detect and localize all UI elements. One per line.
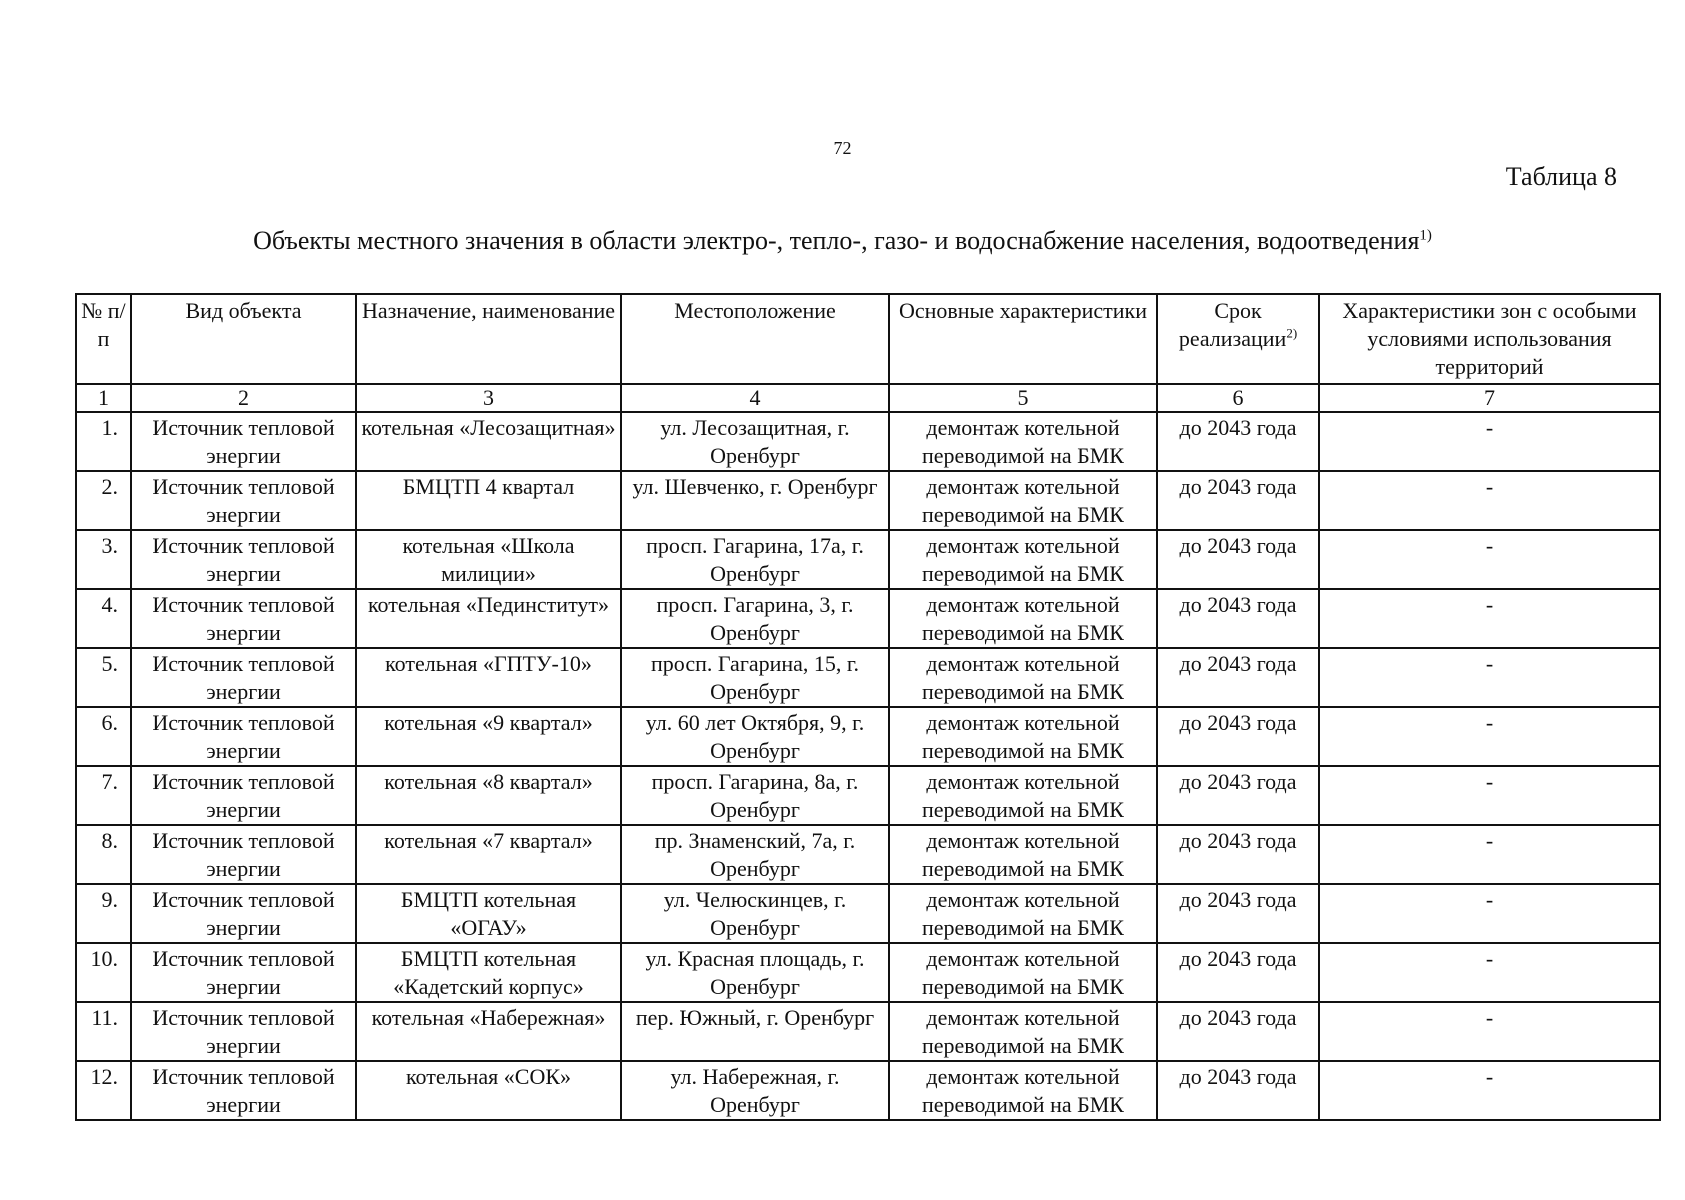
main-characteristics: демонтаж котельной переводимой на БМК [889, 1002, 1157, 1061]
object-type: Источник тепловой энергии [131, 589, 356, 648]
column-number-row [76, 384, 1660, 412]
location: ул. Шевченко, г. Оренбург [621, 471, 889, 530]
object-type: Источник тепловой энергии [131, 707, 356, 766]
table-label: Таблица 8 [1505, 162, 1617, 191]
purpose-name: котельная «Пединститут» [356, 589, 621, 648]
column-number: 4 [621, 384, 889, 412]
object-type: Источник тепловой энергии [131, 766, 356, 825]
location: просп. Гагарина, 8а, г. Оренбург [621, 766, 889, 825]
column-number: 7 [1319, 384, 1660, 412]
location: ул. Набережная, г. Оренбург [621, 1061, 889, 1120]
table-row [76, 1061, 1660, 1120]
location: пер. Южный, г. Оренбург [621, 1002, 889, 1061]
purpose-name: котельная «СОК» [356, 1061, 621, 1120]
location: просп. Гагарина, 15, г. Оренбург [621, 648, 889, 707]
table-row [76, 412, 1660, 471]
zone-characteristics: - [1319, 1002, 1660, 1061]
purpose-name: котельная «8 квартал» [356, 766, 621, 825]
column-number: 2 [131, 384, 356, 412]
zone-characteristics: - [1319, 471, 1660, 530]
row-number: 5. [76, 648, 131, 707]
column-number: 3 [356, 384, 621, 412]
location: ул. Лесозащитная, г. Оренбург [621, 412, 889, 471]
header-location [621, 294, 889, 384]
zone-characteristics: - [1319, 766, 1660, 825]
location: пр. Знаменский, 7а, г. Оренбург [621, 825, 889, 884]
implementation-term: до 2043 года [1157, 589, 1319, 648]
zone-characteristics: - [1319, 884, 1660, 943]
implementation-term: до 2043 года [1157, 412, 1319, 471]
header-number-text: № п/п [81, 298, 126, 351]
implementation-term: до 2043 года [1157, 766, 1319, 825]
header-implementation-term-text: Срок реализации [1178, 298, 1287, 351]
location: просп. Гагарина, 17а, г. Оренбург [621, 530, 889, 589]
implementation-term: до 2043 года [1157, 1002, 1319, 1061]
row-number: 7. [76, 766, 131, 825]
row-number: 4. [76, 589, 131, 648]
header-zone-characteristics-text: Характеристики зон с особыми условиями использования территорий [1342, 298, 1637, 379]
main-characteristics: демонтаж котельной переводимой на БМК [889, 648, 1157, 707]
location: ул. 60 лет Октября, 9, г. Оренбург [621, 707, 889, 766]
zone-characteristics: - [1319, 412, 1660, 471]
column-number: 5 [889, 384, 1157, 412]
zone-characteristics: - [1319, 707, 1660, 766]
header-object-type-text: Вид объекта [185, 298, 302, 323]
row-number: 8. [76, 825, 131, 884]
purpose-name: котельная «7 квартал» [356, 825, 621, 884]
implementation-term: до 2043 года [1157, 943, 1319, 1002]
object-type: Источник тепловой энергии [131, 648, 356, 707]
row-number: 12. [76, 1061, 131, 1120]
table-row [76, 825, 1660, 884]
main-characteristics: демонтаж котельной переводимой на БМК [889, 1061, 1157, 1120]
implementation-term: до 2043 года [1157, 1061, 1319, 1120]
location: просп. Гагарина, 3, г. Оренбург [621, 589, 889, 648]
title-footnote-mark: 1) [1419, 227, 1432, 244]
purpose-name: котельная «9 квартал» [356, 707, 621, 766]
purpose-name: котельная «ГПТУ-10» [356, 648, 621, 707]
table-body [76, 412, 1660, 1120]
implementation-term: до 2043 года [1157, 530, 1319, 589]
object-type: Источник тепловой энергии [131, 825, 356, 884]
document-title [0, 226, 1685, 256]
row-number: 1. [76, 412, 131, 471]
main-characteristics: демонтаж котельной переводимой на БМК [889, 471, 1157, 530]
main-characteristics: демонтаж котельной переводимой на БМК [889, 412, 1157, 471]
row-number: 2. [76, 471, 131, 530]
objects-table [75, 293, 1661, 1121]
header-purpose-name-text: Назначение, наименование [361, 298, 616, 323]
object-type: Источник тепловой энергии [131, 471, 356, 530]
header-implementation-term-footnote-mark: 2) [1286, 325, 1298, 341]
purpose-name: БМЦТП котельная «ОГАУ» [356, 884, 621, 943]
main-characteristics: демонтаж котельной переводимой на БМК [889, 884, 1157, 943]
zone-characteristics: - [1319, 943, 1660, 1002]
main-characteristics: демонтаж котельной переводимой на БМК [889, 766, 1157, 825]
zone-characteristics: - [1319, 589, 1660, 648]
row-number: 6. [76, 707, 131, 766]
document-title-text: Объекты местного значения в области электро-, тепло-, газо- и водоснабжение населения, водоотведения [253, 226, 1420, 255]
row-number: 11. [76, 1002, 131, 1061]
header-row [76, 294, 1660, 384]
header-purpose-name [356, 294, 621, 384]
header-object-type [131, 294, 356, 384]
table-row [76, 589, 1660, 648]
object-type: Источник тепловой энергии [131, 1002, 356, 1061]
object-type: Источник тепловой энергии [131, 1061, 356, 1120]
object-type: Источник тепловой энергии [131, 412, 356, 471]
main-characteristics: демонтаж котельной переводимой на БМК [889, 589, 1157, 648]
zone-characteristics: - [1319, 648, 1660, 707]
column-number: 6 [1157, 384, 1319, 412]
zone-characteristics: - [1319, 1061, 1660, 1120]
purpose-name: котельная «Набережная» [356, 1002, 621, 1061]
row-number: 10. [76, 943, 131, 1002]
main-characteristics: демонтаж котельной переводимой на БМК [889, 943, 1157, 1002]
table-row [76, 884, 1660, 943]
purpose-name: БМЦТП 4 квартал [356, 471, 621, 530]
table-row [76, 648, 1660, 707]
table-row [76, 1002, 1660, 1061]
page-number: 72 [833, 138, 852, 158]
implementation-term: до 2043 года [1157, 884, 1319, 943]
zone-characteristics: - [1319, 825, 1660, 884]
header-zone-characteristics [1319, 294, 1660, 384]
table-row [76, 943, 1660, 1002]
table-row [76, 471, 1660, 530]
main-characteristics: демонтаж котельной переводимой на БМК [889, 707, 1157, 766]
column-number: 1 [76, 384, 131, 412]
main-characteristics: демонтаж котельной переводимой на БМК [889, 530, 1157, 589]
zone-characteristics: - [1319, 530, 1660, 589]
implementation-term: до 2043 года [1157, 471, 1319, 530]
header-location-text: Местоположение [674, 298, 836, 323]
table-row [76, 707, 1660, 766]
row-number: 3. [76, 530, 131, 589]
implementation-term: до 2043 года [1157, 648, 1319, 707]
table-row [76, 530, 1660, 589]
header-main-characteristics-text: Основные характеристики [898, 298, 1148, 323]
main-characteristics: демонтаж котельной переводимой на БМК [889, 825, 1157, 884]
object-type: Источник тепловой энергии [131, 530, 356, 589]
object-type: Источник тепловой энергии [131, 943, 356, 1002]
location: ул. Красная площадь, г. Оренбург [621, 943, 889, 1002]
location: ул. Челюскинцев, г. Оренбург [621, 884, 889, 943]
header-implementation-term [1157, 294, 1319, 384]
object-type: Источник тепловой энергии [131, 884, 356, 943]
purpose-name: БМЦТП котельная «Кадетский корпус» [356, 943, 621, 1002]
header-main-characteristics [889, 294, 1157, 384]
implementation-term: до 2043 года [1157, 707, 1319, 766]
header-number [76, 294, 131, 384]
purpose-name: котельная «Школа милиции» [356, 530, 621, 589]
table-row [76, 766, 1660, 825]
purpose-name: котельная «Лесозащитная» [356, 412, 621, 471]
row-number: 9. [76, 884, 131, 943]
implementation-term: до 2043 года [1157, 825, 1319, 884]
